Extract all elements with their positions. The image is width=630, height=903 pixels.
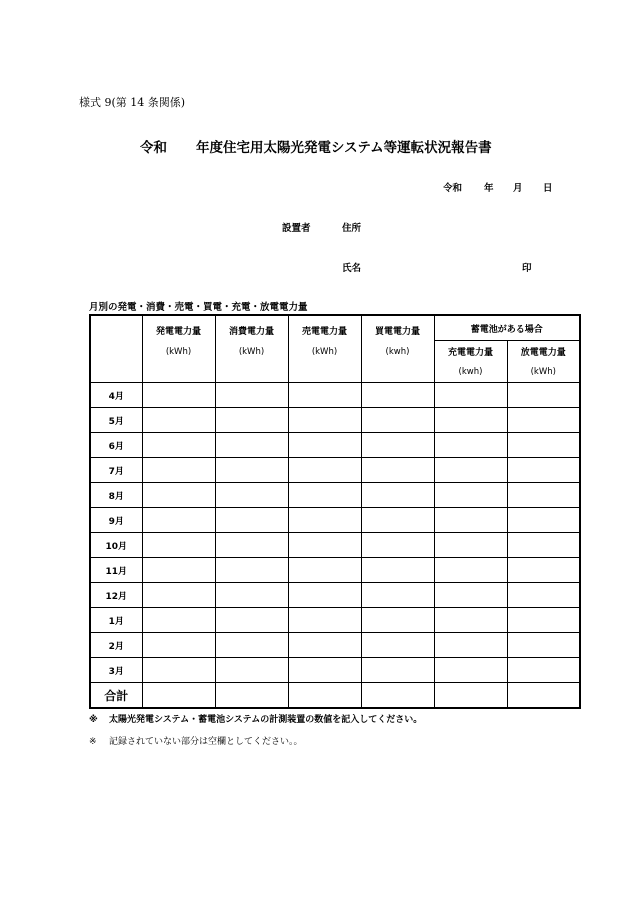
month-row [90, 483, 580, 508]
note-2 [89, 734, 303, 747]
value-cell[interactable] [288, 408, 361, 433]
note-1 [89, 712, 422, 725]
month-label: 7月 [90, 458, 142, 483]
value-cell[interactable] [434, 408, 507, 433]
value-cell[interactable] [142, 533, 215, 558]
value-cell[interactable] [288, 608, 361, 633]
value-cell[interactable] [507, 583, 580, 608]
value-cell[interactable] [288, 433, 361, 458]
value-cell[interactable] [215, 608, 288, 633]
header-purchased: 買電電力量 (kwh) [361, 315, 434, 383]
value-cell[interactable] [288, 383, 361, 408]
month-label: 8月 [90, 483, 142, 508]
total-cell[interactable] [434, 683, 507, 709]
value-cell[interactable] [507, 458, 580, 483]
month-label: 1月 [90, 608, 142, 633]
month-label: 9月 [90, 508, 142, 533]
value-cell[interactable] [361, 433, 434, 458]
address-label: 住所 [342, 223, 362, 234]
total-cell[interactable] [215, 683, 288, 709]
month-label: 10月 [90, 533, 142, 558]
value-cell[interactable] [361, 408, 434, 433]
value-cell[interactable] [434, 458, 507, 483]
value-cell[interactable] [507, 508, 580, 533]
month-row [90, 533, 580, 558]
value-cell[interactable] [434, 508, 507, 533]
value-cell[interactable] [142, 558, 215, 583]
month-label: 5月 [90, 408, 142, 433]
value-cell[interactable] [142, 433, 215, 458]
value-cell[interactable] [142, 483, 215, 508]
header-charge: 充電電力量 (kwh) [434, 341, 507, 383]
value-cell[interactable] [361, 583, 434, 608]
header-generation: 発電電力量 (kWh) [142, 315, 215, 383]
seal-label: 印 [522, 263, 532, 274]
value-cell[interactable] [507, 633, 580, 658]
value-cell[interactable] [361, 633, 434, 658]
value-cell[interactable] [434, 433, 507, 458]
value-cell[interactable] [215, 558, 288, 583]
value-cell[interactable] [507, 408, 580, 433]
table-caption: 月別の発電・消費・売電・買電・充電・放電電力量 [89, 302, 308, 313]
value-cell[interactable] [361, 483, 434, 508]
value-cell[interactable] [361, 458, 434, 483]
month-label: 12月 [90, 583, 142, 608]
value-cell[interactable] [434, 633, 507, 658]
date-era: 令和 [443, 183, 463, 194]
value-cell[interactable] [215, 483, 288, 508]
value-cell[interactable] [288, 583, 361, 608]
value-cell[interactable] [507, 558, 580, 583]
value-cell[interactable] [434, 383, 507, 408]
month-row [90, 408, 580, 433]
value-cell[interactable] [434, 608, 507, 633]
total-cell[interactable] [361, 683, 434, 709]
date-day: 日 [543, 183, 553, 194]
value-cell[interactable] [142, 383, 215, 408]
value-cell[interactable] [434, 558, 507, 583]
total-row [90, 683, 580, 709]
month-row [90, 583, 580, 608]
header-battery-group: 蓄電池がある場合 [434, 315, 580, 341]
value-cell[interactable] [142, 608, 215, 633]
value-cell[interactable] [434, 658, 507, 683]
header-sold: 売電電力量 (kWh) [288, 315, 361, 383]
value-cell[interactable] [215, 533, 288, 558]
total-label: 合計 [90, 683, 142, 709]
value-cell[interactable] [215, 383, 288, 408]
corner-cell [90, 315, 142, 383]
value-cell[interactable] [507, 483, 580, 508]
value-cell[interactable] [361, 558, 434, 583]
total-cell[interactable] [142, 683, 215, 709]
value-cell[interactable] [361, 658, 434, 683]
form-number: 様式 9(第 14 条関係) [79, 96, 186, 109]
value-cell[interactable] [507, 608, 580, 633]
value-cell[interactable] [507, 383, 580, 408]
value-cell[interactable] [288, 633, 361, 658]
value-cell[interactable] [142, 633, 215, 658]
value-cell[interactable] [434, 483, 507, 508]
month-row [90, 433, 580, 458]
value-cell[interactable] [142, 658, 215, 683]
value-cell[interactable] [215, 458, 288, 483]
value-cell[interactable] [142, 408, 215, 433]
total-cell[interactable] [288, 683, 361, 709]
note-1-mark: ※ [89, 715, 98, 725]
value-cell[interactable] [215, 583, 288, 608]
value-cell[interactable] [288, 533, 361, 558]
note-2-text: 記録されていない部分は空欄としてください。。 [109, 737, 303, 747]
value-cell[interactable] [361, 383, 434, 408]
month-label: 11月 [90, 558, 142, 583]
title-era: 令和 [140, 140, 167, 156]
value-cell[interactable] [288, 458, 361, 483]
month-row [90, 633, 580, 658]
header-discharge: 放電電力量 (kWh) [507, 341, 580, 383]
value-cell[interactable] [215, 408, 288, 433]
month-row [90, 608, 580, 633]
monthly-power-table [89, 314, 581, 709]
value-cell[interactable] [434, 533, 507, 558]
value-cell[interactable] [507, 658, 580, 683]
title-main: 年度住宅用太陽光発電システム等運転状況報告書 [196, 140, 492, 156]
value-cell[interactable] [507, 433, 580, 458]
value-cell[interactable] [215, 658, 288, 683]
value-cell[interactable] [215, 633, 288, 658]
month-label: 6月 [90, 433, 142, 458]
value-cell[interactable] [434, 583, 507, 608]
value-cell[interactable] [142, 508, 215, 533]
month-label: 2月 [90, 633, 142, 658]
month-row [90, 383, 580, 408]
month-row [90, 508, 580, 533]
value-cell[interactable] [215, 433, 288, 458]
month-label: 4月 [90, 383, 142, 408]
header-row-1 [90, 315, 580, 341]
month-row [90, 658, 580, 683]
month-row [90, 558, 580, 583]
date-year: 年 [484, 183, 494, 194]
value-cell[interactable] [288, 658, 361, 683]
value-cell[interactable] [361, 608, 434, 633]
value-cell[interactable] [361, 533, 434, 558]
date-month: 月 [513, 183, 523, 194]
value-cell[interactable] [288, 483, 361, 508]
note-1-text: 太陽光発電システム・蓄電池システムの計測装置の数値を記入してください。 [109, 715, 423, 725]
name-label: 氏名 [342, 263, 362, 274]
note-2-mark: ※ [89, 737, 97, 747]
value-cell[interactable] [142, 458, 215, 483]
value-cell[interactable] [507, 533, 580, 558]
value-cell[interactable] [288, 508, 361, 533]
value-cell[interactable] [142, 583, 215, 608]
month-label: 3月 [90, 658, 142, 683]
value-cell[interactable] [288, 558, 361, 583]
month-row [90, 458, 580, 483]
total-cell[interactable] [507, 683, 580, 709]
header-consumption: 消費電力量 (kWh) [215, 315, 288, 383]
value-cell[interactable] [361, 508, 434, 533]
value-cell[interactable] [215, 508, 288, 533]
installer-label: 設置者 [282, 223, 311, 234]
